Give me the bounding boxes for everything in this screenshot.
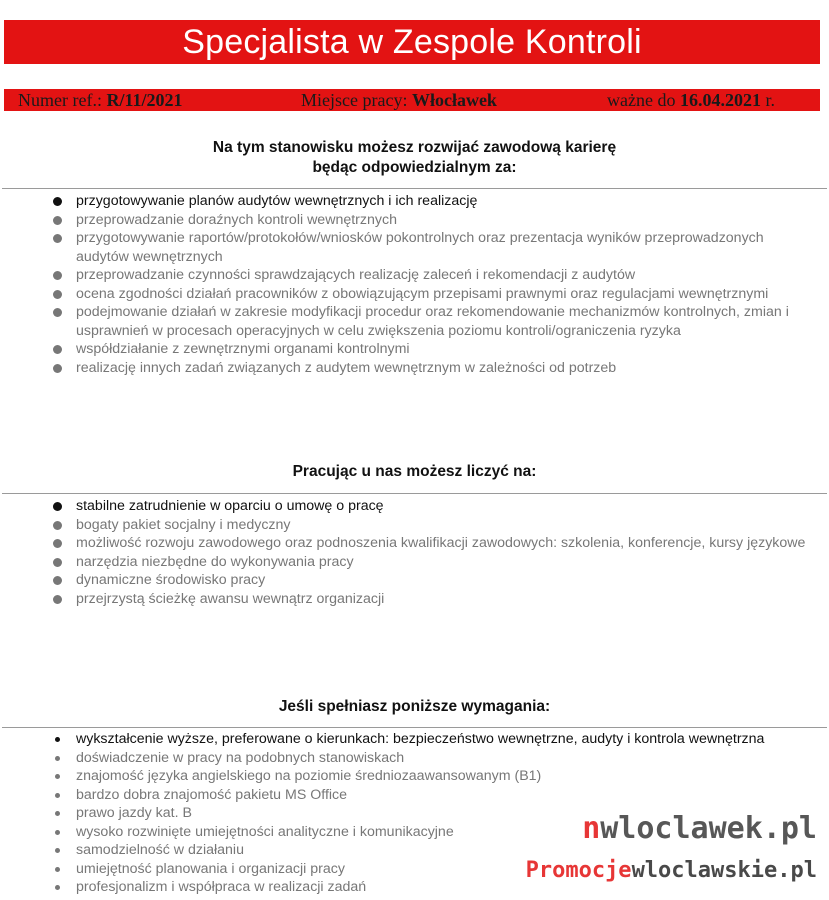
bullet-icon (55, 737, 60, 742)
bullet-icon (55, 867, 60, 872)
watermark-nwloclawek: nwloclawek.pl (582, 811, 817, 846)
list-item: realizację innych zadań związanych z audytem wewnętrznym w zależności od potrzeb (0, 359, 829, 378)
list-item: bogaty pakiet socjalny i medyczny (0, 516, 829, 535)
bullet-icon (53, 595, 62, 604)
bullet-icon (53, 216, 62, 225)
list-item: doświadczenie w pracy na podobnych stanowiskach (0, 749, 829, 768)
bullet-icon (53, 558, 62, 567)
bullet-icon (53, 539, 62, 548)
bullet-icon (53, 290, 62, 299)
list-item: narzędzia niezbędne do wykonywania pracy (0, 553, 829, 572)
bullet-icon (53, 521, 62, 530)
bullet-icon (55, 885, 60, 890)
section-divider (2, 188, 827, 189)
bullet-icon (55, 848, 60, 853)
list-item: wykształcenie wyższe, preferowane o kierunkach: bezpieczeństwo wewnętrzne, audyty i kontrola wewnętrzna (0, 730, 829, 749)
valid-until: ważne do 16.04.2021 r. (607, 90, 775, 110)
watermark-promocje: Promocjewloclawskie.pl (525, 858, 817, 883)
bullet-icon (53, 271, 62, 280)
list-item: dynamiczne środowisko pracy (0, 571, 829, 590)
list-item: samodzielność w działaniu (0, 841, 829, 860)
job-reference-bar (4, 89, 820, 111)
list-item: prawo jazdy kat. B (0, 804, 829, 823)
bullet-icon (55, 811, 60, 816)
list-item: przeprowadzanie doraźnych kontroli wewnętrznych (0, 211, 829, 230)
list-item: podejmowanie działań w zakresie modyfikacji procedur oraz rekomendowanie mechanizmów kontrolnych, zmian i usprawnień w procesach operacyjnych w celu zwiększenia poziomu kontroli/ograniczenia ryzyka (0, 303, 829, 340)
list-item: możliwość rozwoju zawodowego oraz podnoszenia kwalifikacji zawodowych: szkolenia, konferencje, kursy językowe (0, 534, 829, 553)
bullet-icon (53, 345, 62, 354)
benefits-heading: Pracując u nas możesz liczyć na: (292, 463, 537, 480)
list-item: współdziałanie z zewnętrznymi organami kontrolnymi (0, 340, 829, 359)
bullet-icon (55, 756, 60, 761)
list-item: profesjonalizm i współpraca w realizacji zadań (0, 878, 829, 897)
responsibilities-list (0, 192, 829, 377)
bullet-icon (53, 308, 62, 317)
list-item: przygotowywanie planów audytów wewnętrznych i ich realizację (0, 192, 829, 211)
job-title-banner (4, 20, 820, 64)
bullet-icon (53, 576, 62, 585)
list-item: znajomość języka angielskiego na poziomie średniozaawansowanym (B1) (0, 767, 829, 786)
bullet-icon (55, 793, 60, 798)
list-item: przygotowywanie raportów/protokołów/wniosków pokontrolnych oraz prezentacja wyników przeprowadzonych audytów wewnętrznych (0, 229, 829, 266)
reference-number: Numer ref.: R/11/2021 (18, 90, 183, 110)
bullet-icon (55, 774, 60, 779)
list-item: ocena zgodności działań pracowników z obowiązującym przepisami prawnymi oraz regulacjami wewnętrznymi (0, 285, 829, 304)
bullet-icon (53, 197, 62, 206)
list-item: stabilne zatrudnienie w oparciu o umowę o pracę (0, 497, 829, 516)
list-item: wysoko rozwinięte umiejętności analityczne i komunikacyjne (0, 823, 829, 842)
workplace: Miejsce pracy: Włocławek (301, 90, 497, 110)
bullet-icon (53, 234, 62, 243)
bullet-icon (55, 830, 60, 835)
list-item: bardzo dobra znajomość pakietu MS Office (0, 786, 829, 805)
benefits-list (0, 497, 829, 608)
list-item: przeprowadzanie czynności sprawdzających realizację zaleceń i rekomendacji z audytów (0, 266, 829, 285)
list-item: przejrzystą ścieżkę awansu wewnątrz organizacji (0, 590, 829, 609)
list-item: umiejętność planowania i organizacji pracy (0, 860, 829, 879)
section-divider (2, 493, 827, 494)
responsibilities-heading: Na tym stanowisku możesz rozwijać zawodową karierę będąc odpowiedzialnym za: (212, 139, 617, 176)
section-divider (2, 727, 827, 728)
bullet-icon (53, 364, 62, 373)
job-title: Specjalista w Zespole Kontroli (182, 23, 642, 61)
bullet-icon (53, 502, 62, 511)
requirements-heading: Jeśli spełniasz poniższe wymagania: (278, 698, 551, 715)
